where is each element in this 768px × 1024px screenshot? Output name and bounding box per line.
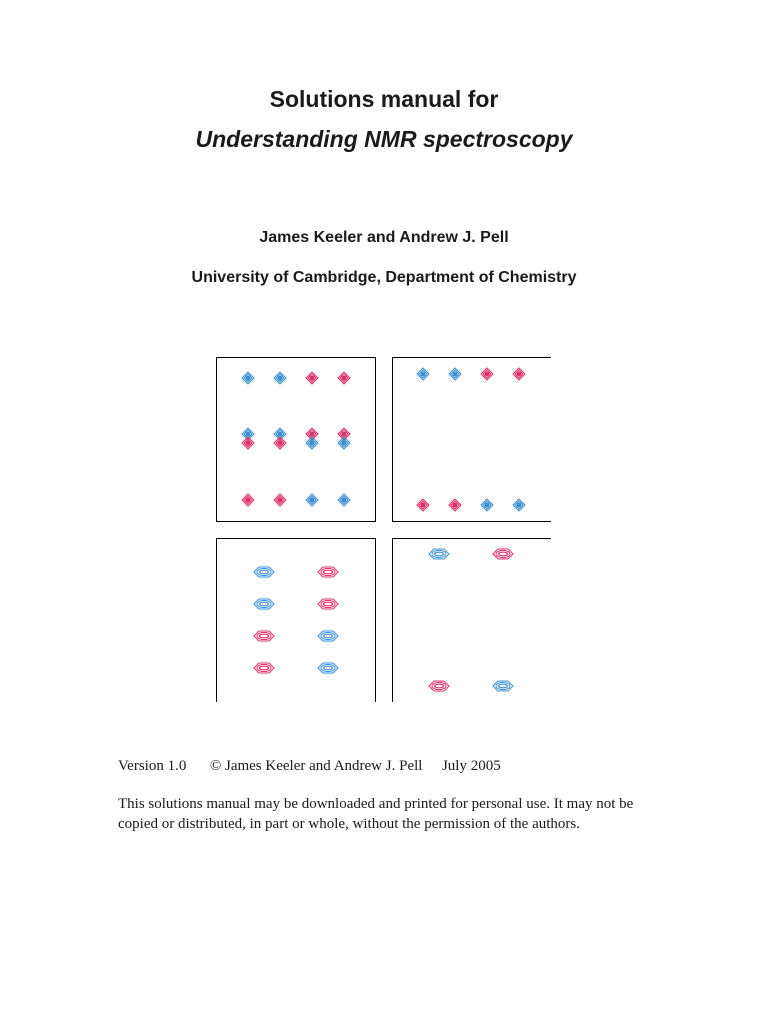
peak-contour bbox=[481, 499, 493, 511]
panel-bottom-right bbox=[393, 539, 552, 703]
copyright-icon: © bbox=[209, 758, 222, 774]
peak-contour bbox=[449, 499, 461, 511]
peak-contour bbox=[338, 372, 350, 384]
peak-contour bbox=[338, 494, 350, 506]
peak-contour bbox=[513, 368, 525, 380]
title-line-2: Understanding NMR spectroscopy bbox=[195, 126, 573, 152]
peak-contour bbox=[318, 599, 338, 609]
title-line-1: Solutions manual for bbox=[269, 86, 499, 112]
usage-notice: This solutions manual may be downloaded and printed for personal use. It may not be copied or distributed, in part or whole, without the permission of the authors. bbox=[118, 796, 634, 832]
peak-contour bbox=[274, 494, 286, 506]
peak-contour bbox=[242, 428, 254, 440]
peak-contour bbox=[306, 372, 318, 384]
peak-contour bbox=[429, 549, 449, 559]
peak-contour bbox=[318, 567, 338, 577]
peak-contour bbox=[306, 437, 318, 449]
version: Version 1.0 bbox=[118, 758, 187, 774]
peak-contour bbox=[242, 372, 254, 384]
peak-contour bbox=[274, 428, 286, 440]
peak-contour bbox=[274, 372, 286, 384]
peak-contour bbox=[449, 368, 461, 380]
peak-contour bbox=[306, 428, 318, 440]
peak-contour bbox=[481, 368, 493, 380]
peak-contour bbox=[254, 631, 274, 641]
date: July 2005 bbox=[441, 758, 501, 774]
copyright-holders: James Keeler and Andrew J. Pell bbox=[224, 758, 423, 774]
peak-contour bbox=[318, 631, 338, 641]
peak-contour bbox=[306, 494, 318, 506]
authors: James Keeler and Andrew J. Pell bbox=[259, 229, 509, 246]
peak-contour bbox=[338, 428, 350, 440]
peak-contour bbox=[429, 681, 449, 691]
peak-contour bbox=[274, 437, 286, 449]
peak-contour bbox=[242, 494, 254, 506]
peak-contour bbox=[513, 499, 525, 511]
panel-top-left bbox=[217, 358, 376, 522]
panel-top-right bbox=[393, 358, 552, 522]
panel-bottom-left bbox=[217, 539, 376, 703]
peak-contour bbox=[242, 437, 254, 449]
peak-contour bbox=[338, 437, 350, 449]
peak-contour bbox=[493, 681, 513, 691]
peak-contour bbox=[417, 368, 429, 380]
peak-contour bbox=[417, 499, 429, 511]
peak-contour bbox=[254, 599, 274, 609]
version-line bbox=[118, 758, 501, 775]
affiliation: University of Cambridge, Department of Chemistry bbox=[191, 269, 577, 286]
peak-contour bbox=[254, 567, 274, 577]
peak-contour bbox=[318, 663, 338, 673]
peak-contour bbox=[493, 549, 513, 559]
peak-contour bbox=[254, 663, 274, 673]
